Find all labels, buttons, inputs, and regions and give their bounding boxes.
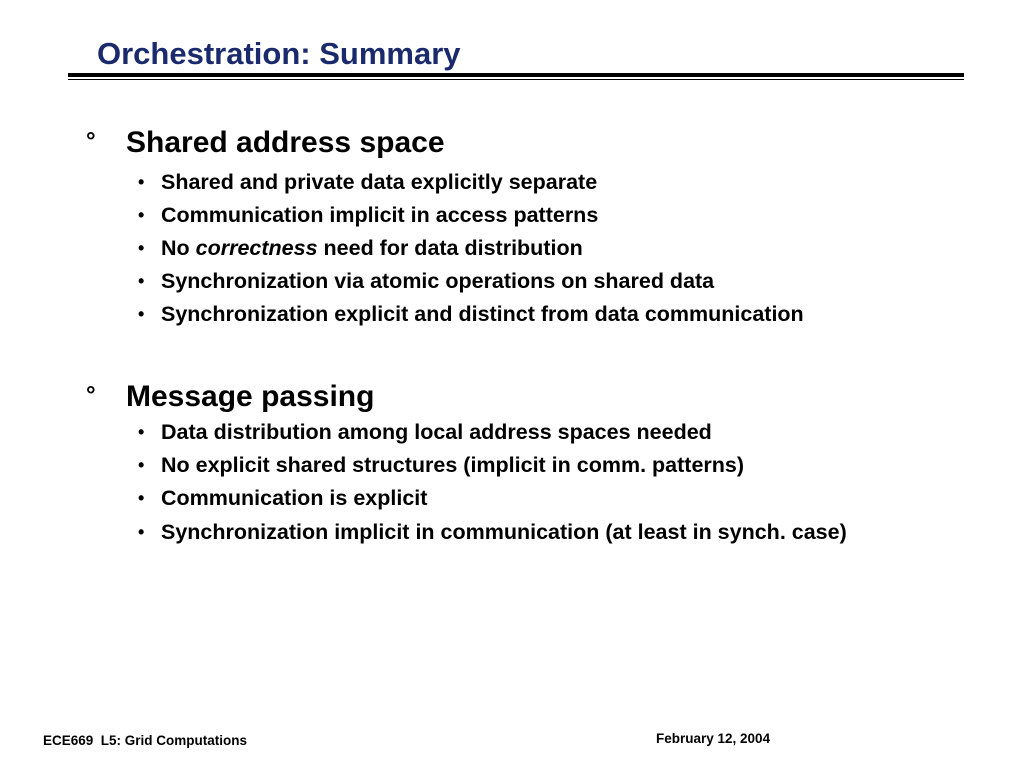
list-item-text: Synchronization implicit in communication (at least in synch. case) [161, 520, 847, 544]
bullet-dot-icon: • [138, 488, 145, 508]
list-item [0, 166, 1024, 199]
section-shared-address-space [0, 124, 1024, 331]
bullet-dot-icon: • [138, 422, 145, 442]
list-item [0, 449, 1024, 482]
bullet-dot-icon: • [138, 522, 145, 542]
list-item [0, 416, 1024, 449]
degree-bullet-icon: ° [86, 382, 96, 409]
bullet-dot-icon: • [138, 172, 145, 192]
list-item [0, 232, 1024, 265]
bullet-list [0, 416, 1024, 545]
bullet-dot-icon: • [138, 455, 145, 475]
list-item-text: Communication is explicit [161, 486, 428, 510]
bullet-dot-icon: • [138, 238, 145, 258]
list-item-text-before: No [161, 236, 196, 260]
list-item-text: Data distribution among local address spaces needed [161, 420, 712, 444]
list-item [0, 265, 1024, 298]
list-item-text: Communication implicit in access patterns [161, 203, 599, 227]
slide-title: Orchestration: Summary [97, 36, 461, 71]
bullet-dot-icon: • [138, 304, 145, 324]
section-heading-text: Message passing [126, 380, 375, 413]
degree-bullet-icon: ° [86, 128, 96, 155]
list-item [0, 515, 1024, 545]
section-heading [0, 378, 1024, 416]
footer-course-label: ECE669 L5: Grid Computations [43, 733, 248, 748]
list-item [0, 199, 1024, 232]
section-message-passing [0, 378, 1024, 545]
title-underline-thin [68, 79, 964, 80]
bullet-dot-icon: • [138, 271, 145, 291]
list-item [0, 482, 1024, 515]
list-item-text: Synchronization via atomic operations on shared data [161, 269, 715, 293]
bullet-list [0, 166, 1024, 331]
list-item [0, 298, 1024, 331]
section-heading [0, 124, 1024, 162]
list-item-text: No explicit shared structures (implicit in comm. patterns) [161, 453, 745, 477]
emphasized-word: correctness [195, 236, 318, 260]
bullet-dot-icon: • [138, 205, 145, 225]
list-item-text-after: need for data distribution [317, 236, 583, 260]
list-item-text: Synchronization explicit and distinct from data communication [161, 302, 804, 326]
list-item-text: Shared and private data explicitly separate [161, 170, 598, 194]
section-heading-text: Shared address space [126, 126, 445, 159]
title-underline-thick [68, 73, 964, 77]
footer-date: February 12, 2004 [656, 731, 771, 746]
